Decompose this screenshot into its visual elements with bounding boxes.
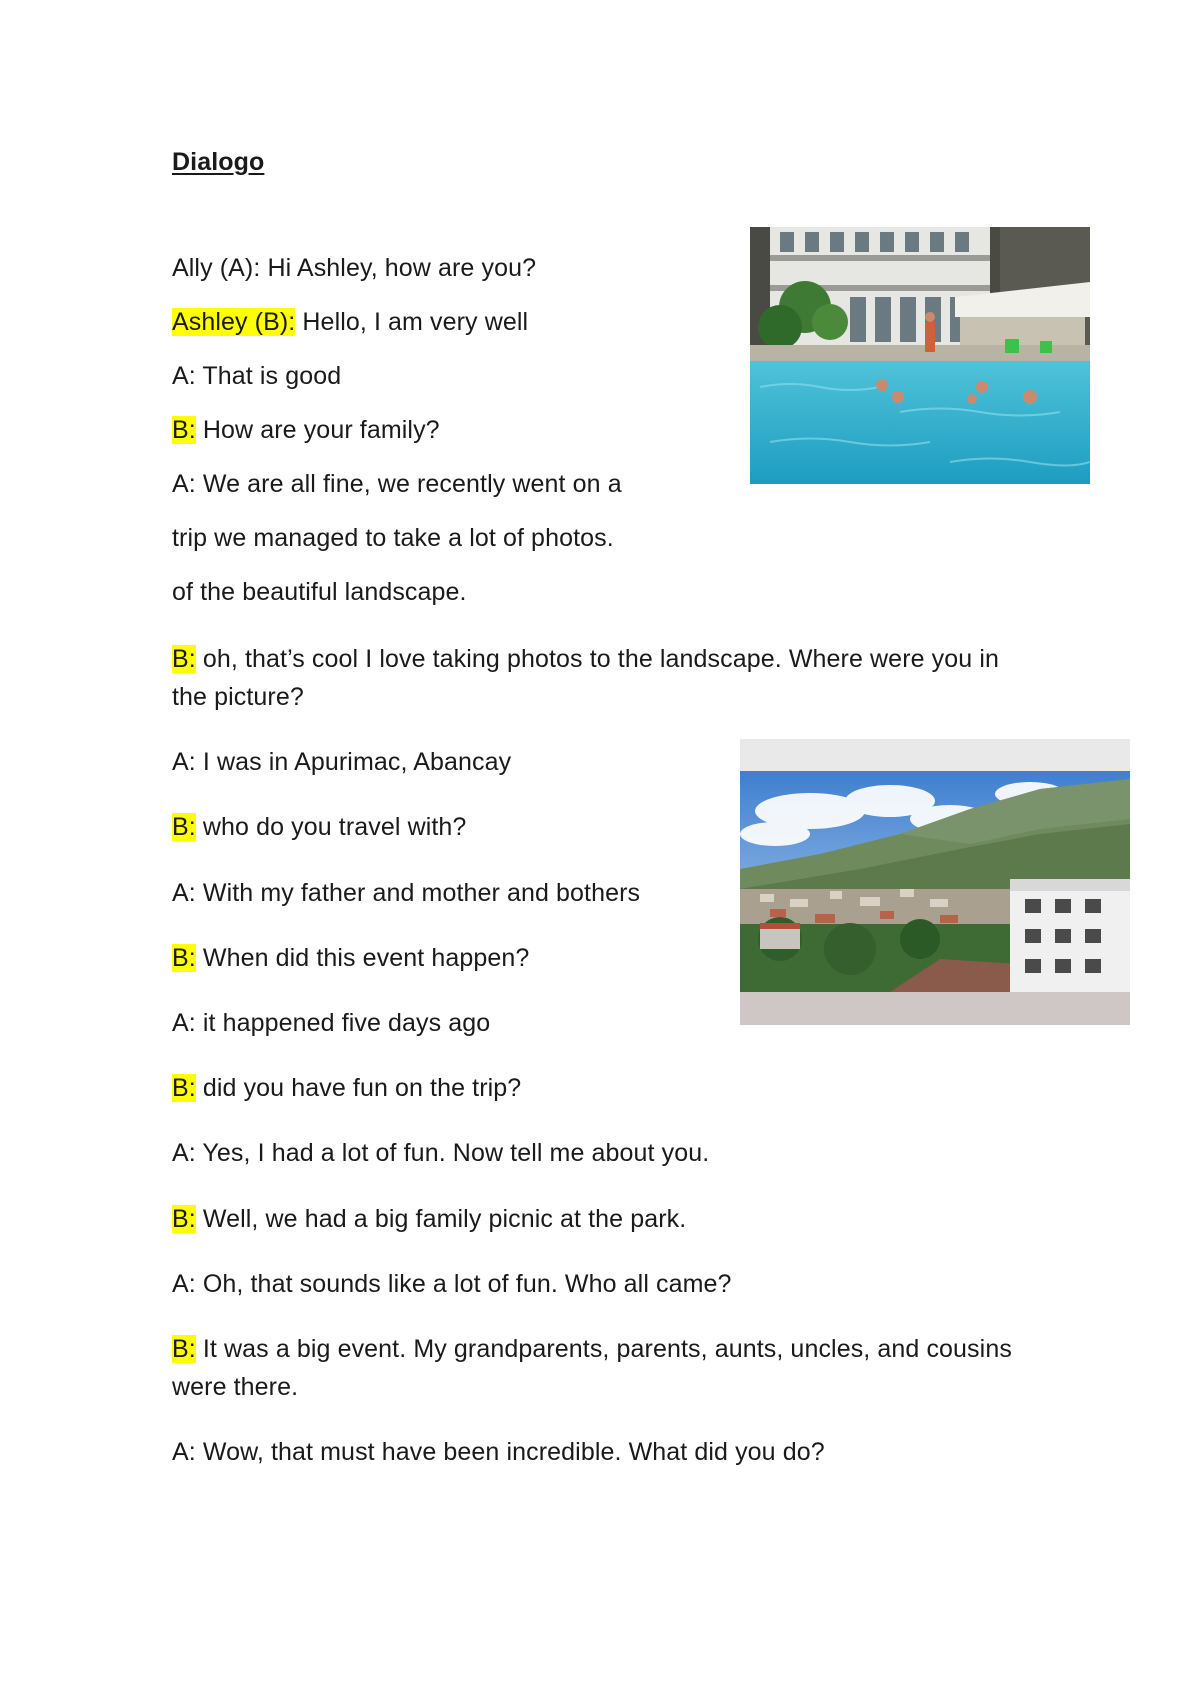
line-text: Well, we had a big family picnic at the park. [195, 1205, 687, 1233]
line-text: of the beautiful landscape. [172, 578, 467, 606]
line-text: who do you travel with? [195, 813, 467, 841]
speaker-label: B: [172, 1074, 196, 1102]
line-text: Wow, that must have been incredible. What did you do? [195, 1438, 825, 1466]
pool-photo [750, 227, 1090, 484]
speaker-label: B: [172, 645, 196, 673]
dialogue-line [172, 1200, 686, 1238]
speaker-label: A: [172, 362, 196, 390]
line-text: With my father and mother and bothers [195, 879, 641, 907]
dialogue-line [172, 357, 341, 395]
line-text: Oh, that sounds like a lot of fun. Who all came? [195, 1270, 732, 1298]
speaker-label: A: [172, 748, 196, 776]
dialogue-line [172, 874, 640, 912]
dialogue-line [172, 573, 467, 611]
speaker-label: B: [172, 416, 196, 444]
line-text: Hello, I am very well [295, 308, 529, 336]
line-text: Yes, I had a lot of fun. Now tell me about you. [195, 1139, 710, 1167]
dialogue-line [172, 808, 466, 846]
speaker-label: Ashley (B): [172, 308, 296, 336]
line-text: We are all fine, we recently went on a [195, 470, 622, 498]
dialogue-line [172, 249, 536, 287]
speaker-label: A: [172, 470, 196, 498]
speaker-label: A: [172, 879, 196, 907]
dialogue-line [172, 1433, 825, 1471]
line-text: it happened five days ago [195, 1009, 491, 1037]
speaker-label: B: [172, 1205, 196, 1233]
speaker-label: B: [172, 813, 196, 841]
speaker-label: A: [172, 1139, 196, 1167]
landscape-photo [740, 739, 1130, 1025]
speaker-label: B: [172, 1335, 196, 1363]
speaker-label: A: [172, 1438, 196, 1466]
speaker-label: B: [172, 944, 196, 972]
dialogue-line [172, 1004, 490, 1042]
line-text: I was in Apurimac, Abancay [195, 748, 512, 776]
speaker-label: A: [172, 1270, 196, 1298]
document-title: Dialogo [172, 148, 265, 176]
line-text: When did this event happen? [195, 944, 530, 972]
line-text: How are your family? [195, 416, 440, 444]
dialogue-line [172, 939, 529, 977]
dialogue-line [172, 743, 511, 781]
speaker-label: Ally (A): [172, 254, 261, 282]
dialogue-line [172, 1330, 1032, 1406]
line-text: did you have fun on the trip? [195, 1074, 522, 1102]
dialogue-line [172, 1265, 732, 1303]
dialogue-line [172, 1069, 521, 1107]
pool-photo-illustration [750, 227, 1090, 484]
line-text: It was a big event. My grandparents, parents, aunts, uncles, and cousins were there. [172, 1335, 1012, 1401]
line-text: oh, that’s cool I love taking photos to the landscape. Where were you in the picture? [172, 645, 999, 711]
line-text: trip we managed to take a lot of photos. [172, 524, 614, 552]
dialogue-line [172, 411, 440, 449]
dialogue-line [172, 465, 622, 503]
dialogue-line [172, 519, 614, 557]
speaker-label: A: [172, 1009, 196, 1037]
dialogue-line [172, 303, 528, 341]
landscape-photo-illustration [740, 739, 1130, 1025]
dialogue-line [172, 1134, 709, 1172]
line-text: That is good [195, 362, 342, 390]
line-text: Hi Ashley, how are you? [260, 254, 537, 282]
dialogue-line [172, 640, 1032, 716]
